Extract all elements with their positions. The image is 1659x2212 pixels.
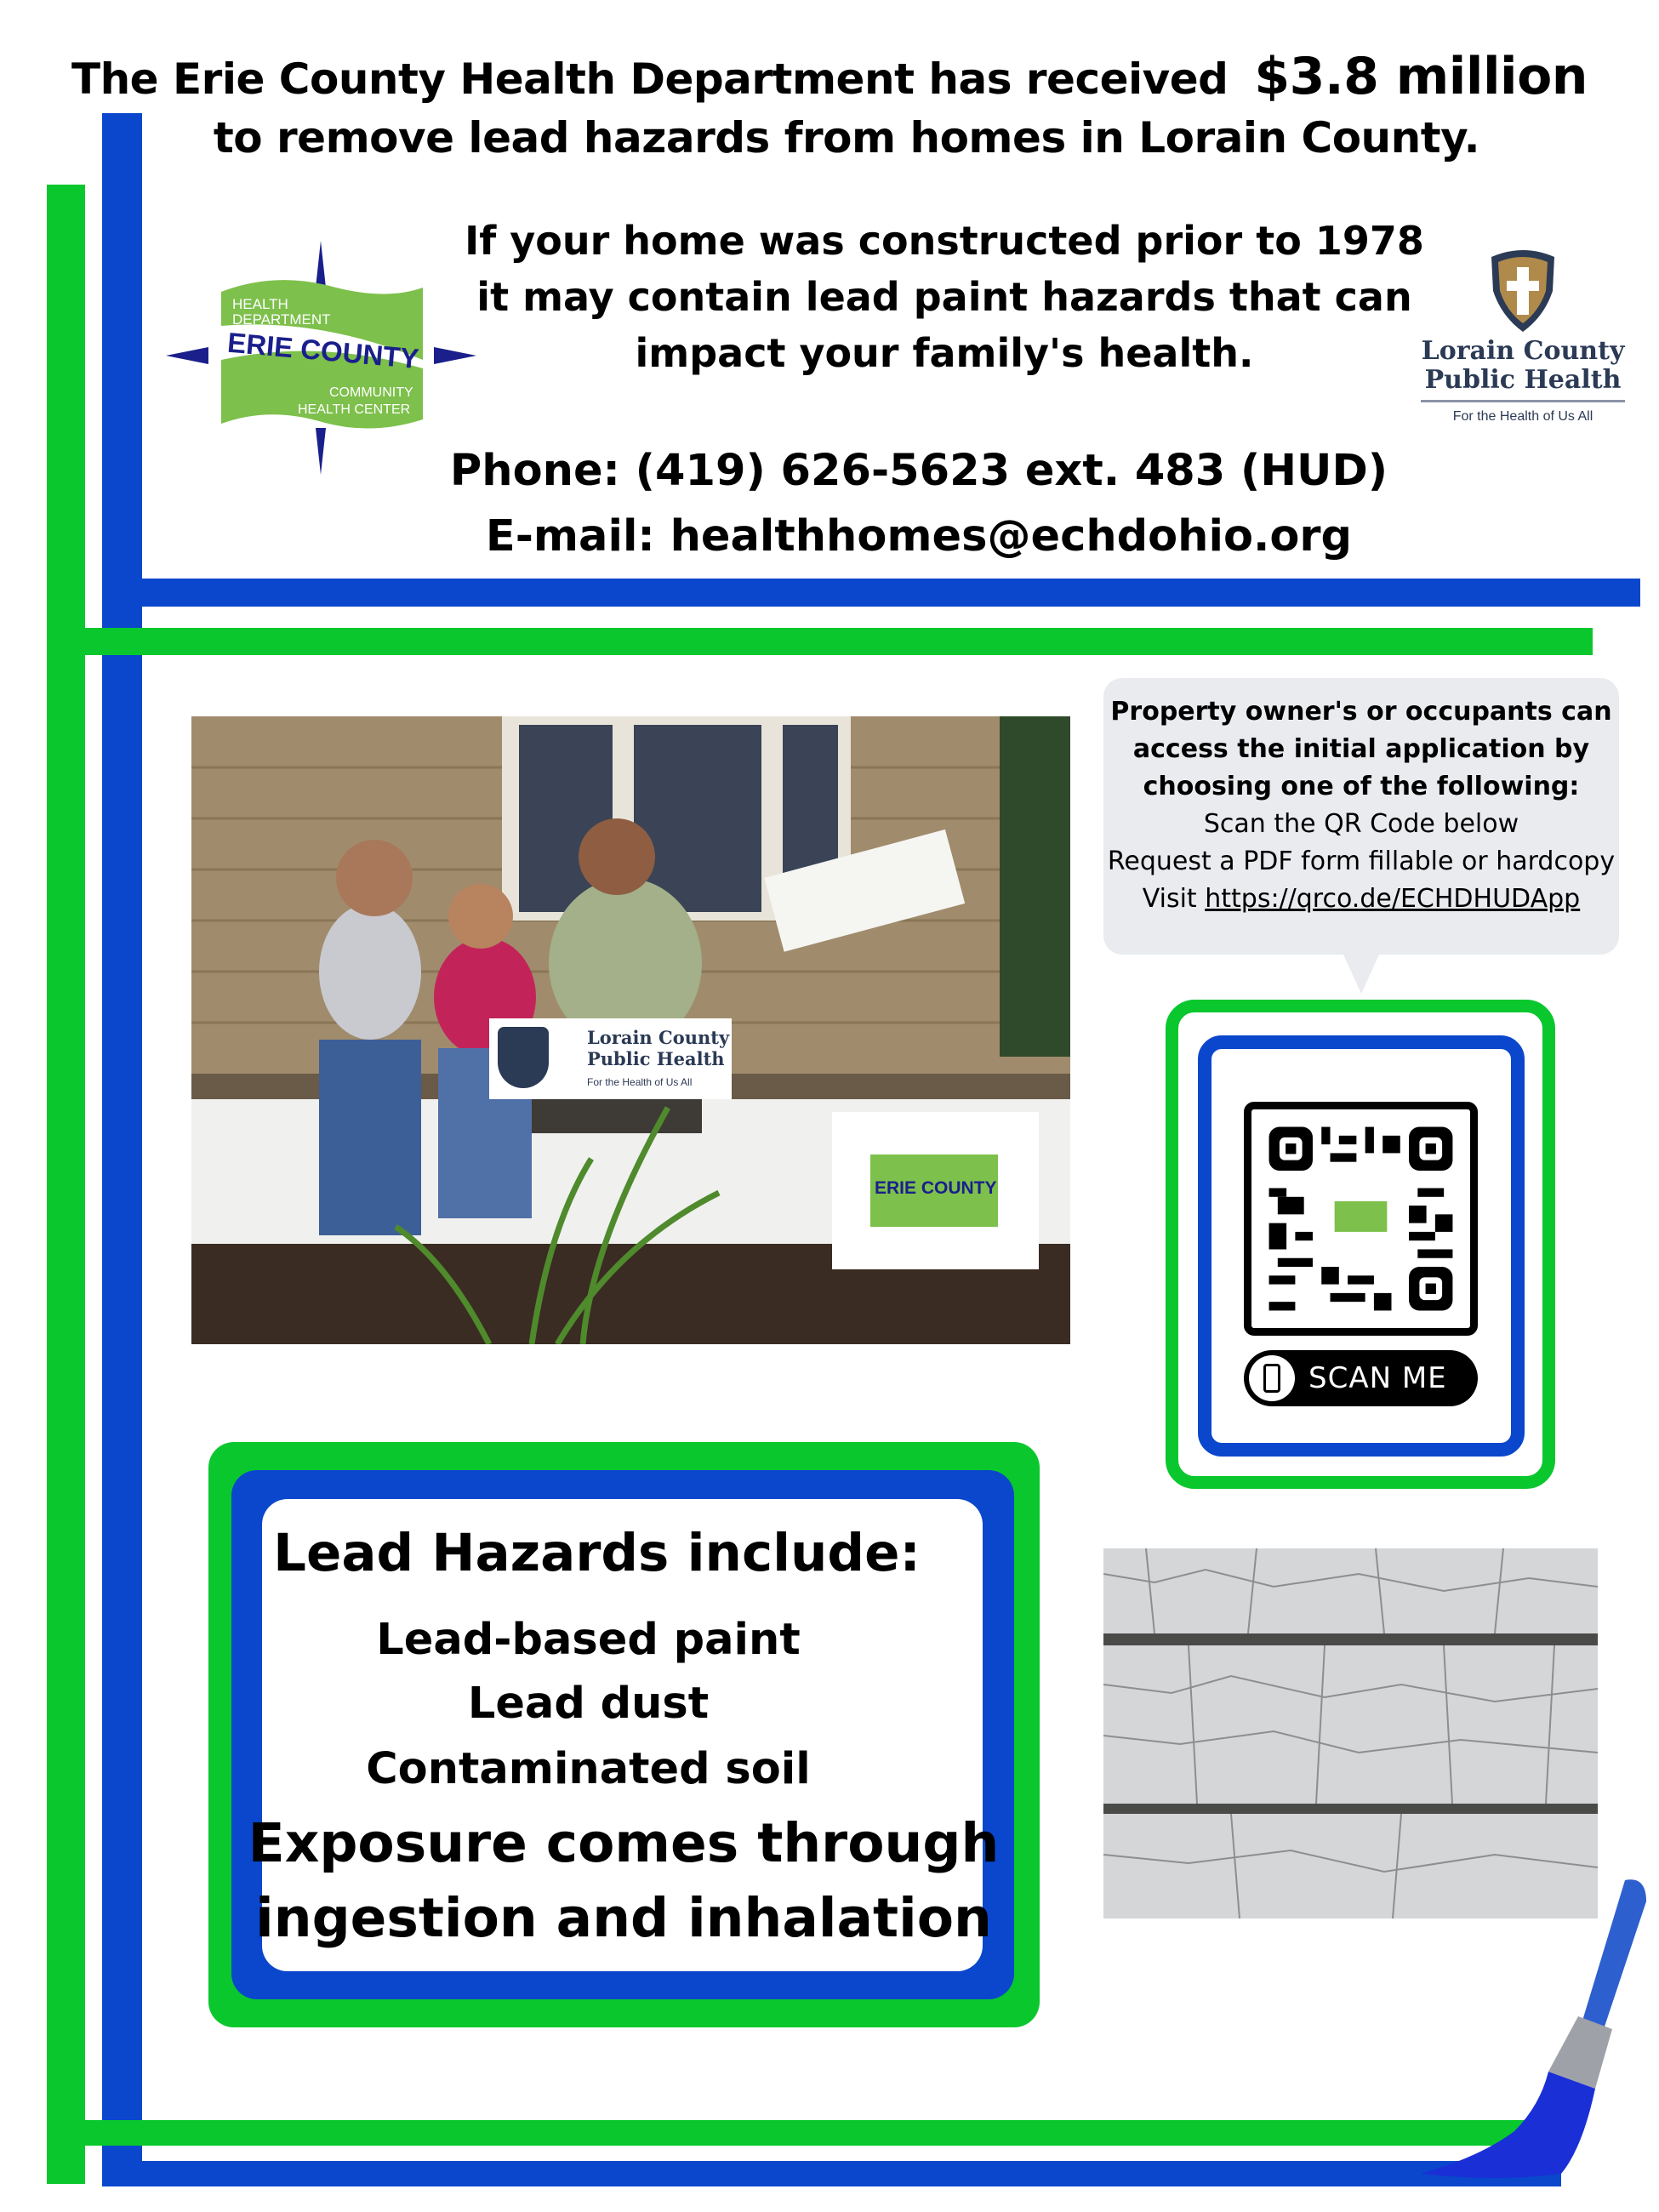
hazard-item: Lead dust — [467, 1679, 710, 1729]
hazards-title: Lead Hazards include: — [273, 1523, 921, 1583]
scan-me-button[interactable] — [1244, 1350, 1478, 1406]
shield-cross-icon — [1485, 248, 1561, 334]
svg-text:HEALTH CENTER: HEALTH CENTER — [298, 402, 411, 417]
peeling-paint-photo — [1103, 1548, 1598, 1918]
email-address[interactable]: E-mail: healthhomes@echdohio.org — [485, 511, 1353, 562]
photo-erie-logo — [832, 1112, 1039, 1269]
photo-lorain-logo — [489, 1018, 732, 1099]
hazard-item: Contaminated soil — [366, 1744, 811, 1794]
blue-vertical-bar — [102, 113, 142, 2186]
scan-me-label: SCAN ME — [1308, 1361, 1447, 1395]
blue-bottom-bar — [102, 2161, 1561, 2186]
option-scan-qr: Scan the QR Code below — [1203, 809, 1519, 839]
svg-text:COMMUNITY: COMMUNITY — [329, 385, 413, 400]
qr-code-image — [1251, 1109, 1470, 1328]
lorain-county-logo — [1412, 248, 1633, 425]
intro-line: impact your family's health. — [635, 330, 1254, 376]
option-visit-link — [1103, 881, 1619, 918]
svg-text:ERIE COUNTY: ERIE COUNTY — [225, 326, 420, 375]
blue-horizontal-bar — [142, 579, 1640, 607]
instruction-line: choosing one of the following: — [1143, 772, 1580, 801]
intro-text — [459, 213, 1429, 381]
speech-bubble-tail — [1343, 953, 1380, 994]
option-request-pdf: Request a PDF form fillable or hardcopy — [1107, 847, 1616, 876]
photo-lorain-name: Public Health — [587, 1048, 725, 1069]
photo-lorain-name: Lorain County — [587, 1027, 730, 1048]
lorain-logo-name: Public Health — [1421, 366, 1625, 402]
intro-line: If your home was constructed prior to 1978 — [465, 218, 1424, 264]
exposure-text: Exposure comes through — [248, 1812, 1000, 1874]
green-horizontal-bar — [85, 628, 1593, 655]
qr-code[interactable] — [1244, 1102, 1478, 1336]
application-link[interactable]: https://qrco.de/ECHDHUDApp — [1205, 884, 1581, 914]
photo-erie-name: ERIE COUNTY — [875, 1178, 997, 1198]
paintbrush-icon — [1412, 1876, 1659, 2186]
green-vertical-bar — [47, 185, 85, 2184]
exposure-text: ingestion and inhalation — [255, 1887, 992, 1949]
headline-line2: to remove lead hazards from homes in Lorain County. — [213, 113, 1480, 162]
instruction-line: Property owner's or occupants can — [1110, 697, 1612, 727]
photo-lorain-tagline: For the Health of Us All — [587, 1076, 693, 1088]
visit-prefix: Visit — [1142, 884, 1206, 914]
family-photo — [191, 716, 1070, 1344]
hazards-panel — [248, 1499, 1000, 1971]
phone-number[interactable]: Phone: (419) 626-5623 ext. 483 (HUD) — [449, 446, 1388, 496]
phone-icon — [1249, 1355, 1295, 1401]
contact-info — [425, 438, 1412, 569]
lorain-logo-tagline: For the Health of Us All — [1452, 409, 1593, 424]
hazard-item: Lead-based paint — [376, 1615, 801, 1665]
application-instructions — [1103, 678, 1619, 955]
headline-text: The Erie County Health Department has received — [71, 54, 1229, 104]
lorain-logo-name: Lorain County — [1421, 336, 1625, 366]
green-bottom-bar — [85, 2120, 1561, 2146]
headline-line1 — [0, 47, 1659, 106]
funding-amount: $3.8 million — [1254, 47, 1588, 106]
instruction-line: access the initial application by — [1132, 734, 1590, 764]
svg-text:HEALTH: HEALTH — [232, 296, 288, 312]
intro-line: it may contain lead paint hazards that can — [476, 274, 1412, 320]
svg-text:DEPARTMENT: DEPARTMENT — [232, 311, 331, 328]
